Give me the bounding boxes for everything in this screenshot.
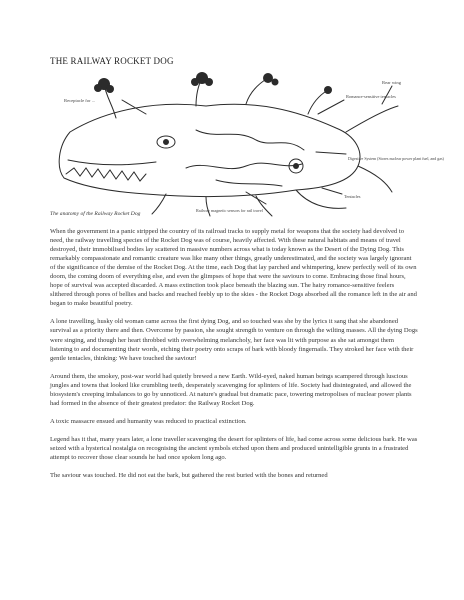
figure-caption: The anatomy of the Railway Rocket Dog (50, 211, 141, 217)
paragraph: Legend has it that, many years later, a lone traveller scavenging the desert for splinters of life, had come across some delicious bark. He was seized with a hysterical nostalgia on recognising the ancient symbols etched upon them and produced unintelligible grunts in a frustrated attempt to recover those clear sounds he had once spoken long ago. (50, 435, 418, 461)
paragraph: The saviour was touched. He did not eat the bark, but gathered the rest buried with the bones and returned (50, 472, 328, 480)
paragraph: Around them, the smokey, post-war world had quietly brewed a new Earth. Wild-eyed, naked human beings scampered through luscious jungles and towns that looked like crumbling teeth, desperately scavenging for splinters of life. Society had disintegrated, and allowed the biosystem's creeping imbalances to go by unnoticed. At nature's gradual but dramatic pace, towering metropolises of nuclear power plants had formed in the absence of their greatest predator: the Railway Rocket Dog. (50, 372, 412, 407)
paragraph: When the government in a panic stripped the country of its railroad tracks to supply metal for weapons that the society had devolved to need, the railway travelling species of the Rocket Dog was of course, heavily affected. With these natural habitats and means of travel destroyed, their immobilised bodies lay scattered in massive numbers across what is today known as the Desert of the Dying Dog. This remarkably compassionate and romantic creature was like many other things, greatly underestimated, and the society was largely ignorant of the significance of the demise of the Rocket Dog. At the time, each Dog that lay parched and whimpering, knew perfectly well of its own doom, the coming doom of everything else, and even the glimpses of hope that were the saviours to come. Embracing those final hours, hope of survival was accepted discarded. A mass extinction took place beneath the blazing sun. The hairy romance-sensitive feelers slithered through pores of bellies and backs and reached feebly up to the skies - the Rocket Dogs absorbed all the romance left in the air and began to make beautiful poetry. (50, 228, 417, 308)
label-rear-wing: Rear wing (382, 80, 402, 85)
anatomy-illustration (46, 70, 444, 220)
body-text (50, 227, 418, 489)
label-tentacles: Tentacles (344, 194, 361, 199)
label-romance-tentacles: Romance-sensitive tentacles (346, 94, 396, 99)
label-railway-sensors: Railway magnetic sensors for rail travel (196, 208, 263, 213)
label-digestive: Digestive System (Stores nuclear power plant fuel, and gas) (348, 156, 444, 161)
paragraph: A toxic massacre ensued and humanity was reduced to practical extinction. (50, 417, 247, 425)
label-receptacle: Receptacle for ... (64, 98, 96, 103)
paragraph: A lone travelling, husky old woman came across the first dying Dog, and so touched was she by the lyrics it sang that she abandoned survival as a priority there and then. Overcome by passion, she sought strength to venture on through the wilting masses. All the dying Dogs were singing, and though her heart throbbed with overwhelming melancholy, her face was lit with purpose as she sat amongst them listening to and documenting their words, etching their poetry onto scraps of bark with bloody fingernails. They stroked her face with their gentle tentacles, thinking: We have touched the saviour! (50, 318, 418, 362)
document-title: THE RAILWAY ROCKET DOG (50, 56, 174, 66)
